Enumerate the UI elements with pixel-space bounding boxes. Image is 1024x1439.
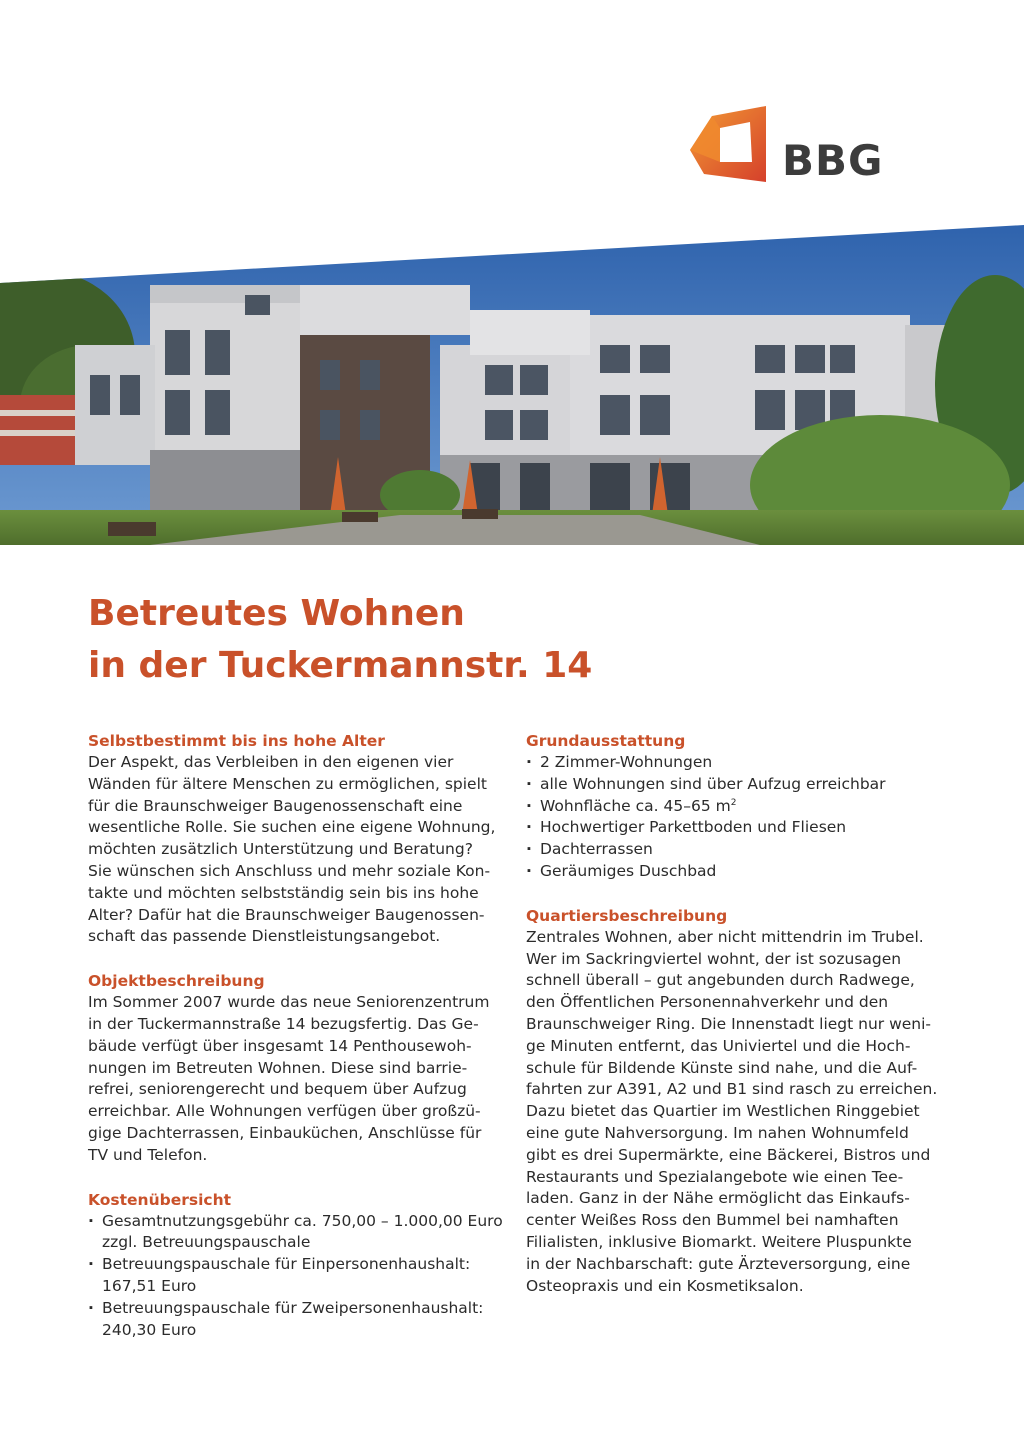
right-column <box>526 730 946 1319</box>
list-item-text: Wohnfläche ca. 45–65 m <box>540 796 731 815</box>
list-item: · Betreuungspauschale für Zweipersonenhaushalt: 240,30 Euro <box>88 1298 508 1342</box>
list-item: · Hochwertiger Parkettboden und Fliesen <box>526 817 946 839</box>
section-heading: Quartiersbeschreibung <box>526 906 728 925</box>
bbg-logo-mark-icon <box>690 106 770 186</box>
section-heading: Grundausstattung <box>526 732 686 750</box>
left-column <box>88 730 508 1363</box>
logo-text: BBG <box>782 136 884 185</box>
title-line-2: in der Tuckermannstr. 14 <box>88 645 593 686</box>
title-line-1: Betreutes Wohnen <box>88 593 465 634</box>
section-heading: Objektbeschreibung <box>88 972 265 991</box>
list-item: · Geräumiges Duschbad <box>526 861 946 883</box>
section-text: Zentrales Wohnen, aber nicht mittendrin im Trubel. Wer im Sackringviertel wohnt, der ist sozusagen schnell überall – gut angebunden durch Radwege, den Öffentlichen Personennahverkehr und den Braunschweiger Ring. Die Innenstadt liegt nur weni- ge Minuten entfernt, das Univiertel und die Hoch- schule für Bildende Künste sind nahe, und die Auf- fahrten zur A391, A2 und B1 sind rasch zu erreichen. Dazu bietet das Quartier im Westlichen Ringgebiet eine gute Nahversorgung. Im nahen Wohnumfeld gibt es drei Supermärkte, eine Bäckerei, Bistros und Restaurants und Spezialangebote wie einen Tee- laden. Ganz in der Nähe ermöglicht das Einkaufs- center Weißes Ross den Bummel bei namhaften Filialisten, inklusive Biomarkt. Weitere Pluspunkte in der Nachbarschaft: gute Ärzteversorgung, eine Osteopraxis und ein Kosmetiksalon. <box>526 927 938 1295</box>
section-objektbeschreibung <box>88 970 508 1166</box>
list-item: · Dachterrassen <box>526 839 946 861</box>
section-heading: Kostenübersicht <box>88 1190 232 1209</box>
list-item: · Betreuungspauschale für Einpersonenhaushalt: 167,51 Euro <box>88 1254 508 1298</box>
page-title <box>88 588 592 692</box>
features-list <box>526 752 946 883</box>
list-item: · alle Wohnungen sind über Aufzug erreichbar <box>526 774 946 796</box>
list-item: · Gesamtnutzungsgebühr ca. 750,00 – 1.000,00 Euro zzgl. Betreuungspauschale <box>88 1211 508 1255</box>
cost-list <box>88 1211 508 1342</box>
section-text: Der Aspekt, das Verbleiben in den eigenen vier Wänden für ältere Menschen zu ermöglichen, spielt für die Braunschweiger Baugenossenschaft eine wesentliche Rolle. Sie suchen eine eigene Wohnung, möchten zusätzlich Unterstützung und Beratung? Sie wünschen sich Anschluss und mehr soziale Kon- takte und möchten selbstständig sein bis ins hohe Alter? Dafür hat die Braunschweiger Baugenossen- schaft das passende Dienstleistungsangebot. <box>88 753 496 946</box>
section-heading: Selbstbestimmt bis ins hohe Alter <box>88 732 385 750</box>
bbg-logo <box>690 106 884 186</box>
list-item: · 2 Zimmer-Wohnungen <box>526 752 946 774</box>
section-selbstbestimmt <box>88 730 508 948</box>
section-text: Im Sommer 2007 wurde das neue Seniorenzentrum in der Tuckermannstraße 14 bezugsfertig. Das Ge- bäude verfügt über insgesamt 14 Penthousewoh- nungen im Betreuten Wohnen. Diese sind barrie- refrei, seniorengerecht und bequem über Aufzug erreichbar. Alle Wohnungen verfügen über großzü- gige Dachterrassen, Einbauküchen, Anschlüsse für TV und Telefon. <box>88 993 490 1164</box>
building-photo <box>0 225 1024 545</box>
section-grundausstattung <box>526 730 946 883</box>
superscript: 2 <box>730 797 737 808</box>
section-quartiersbeschreibung <box>526 905 946 1298</box>
list-item <box>526 796 946 818</box>
section-kostenuebersicht <box>88 1189 508 1342</box>
